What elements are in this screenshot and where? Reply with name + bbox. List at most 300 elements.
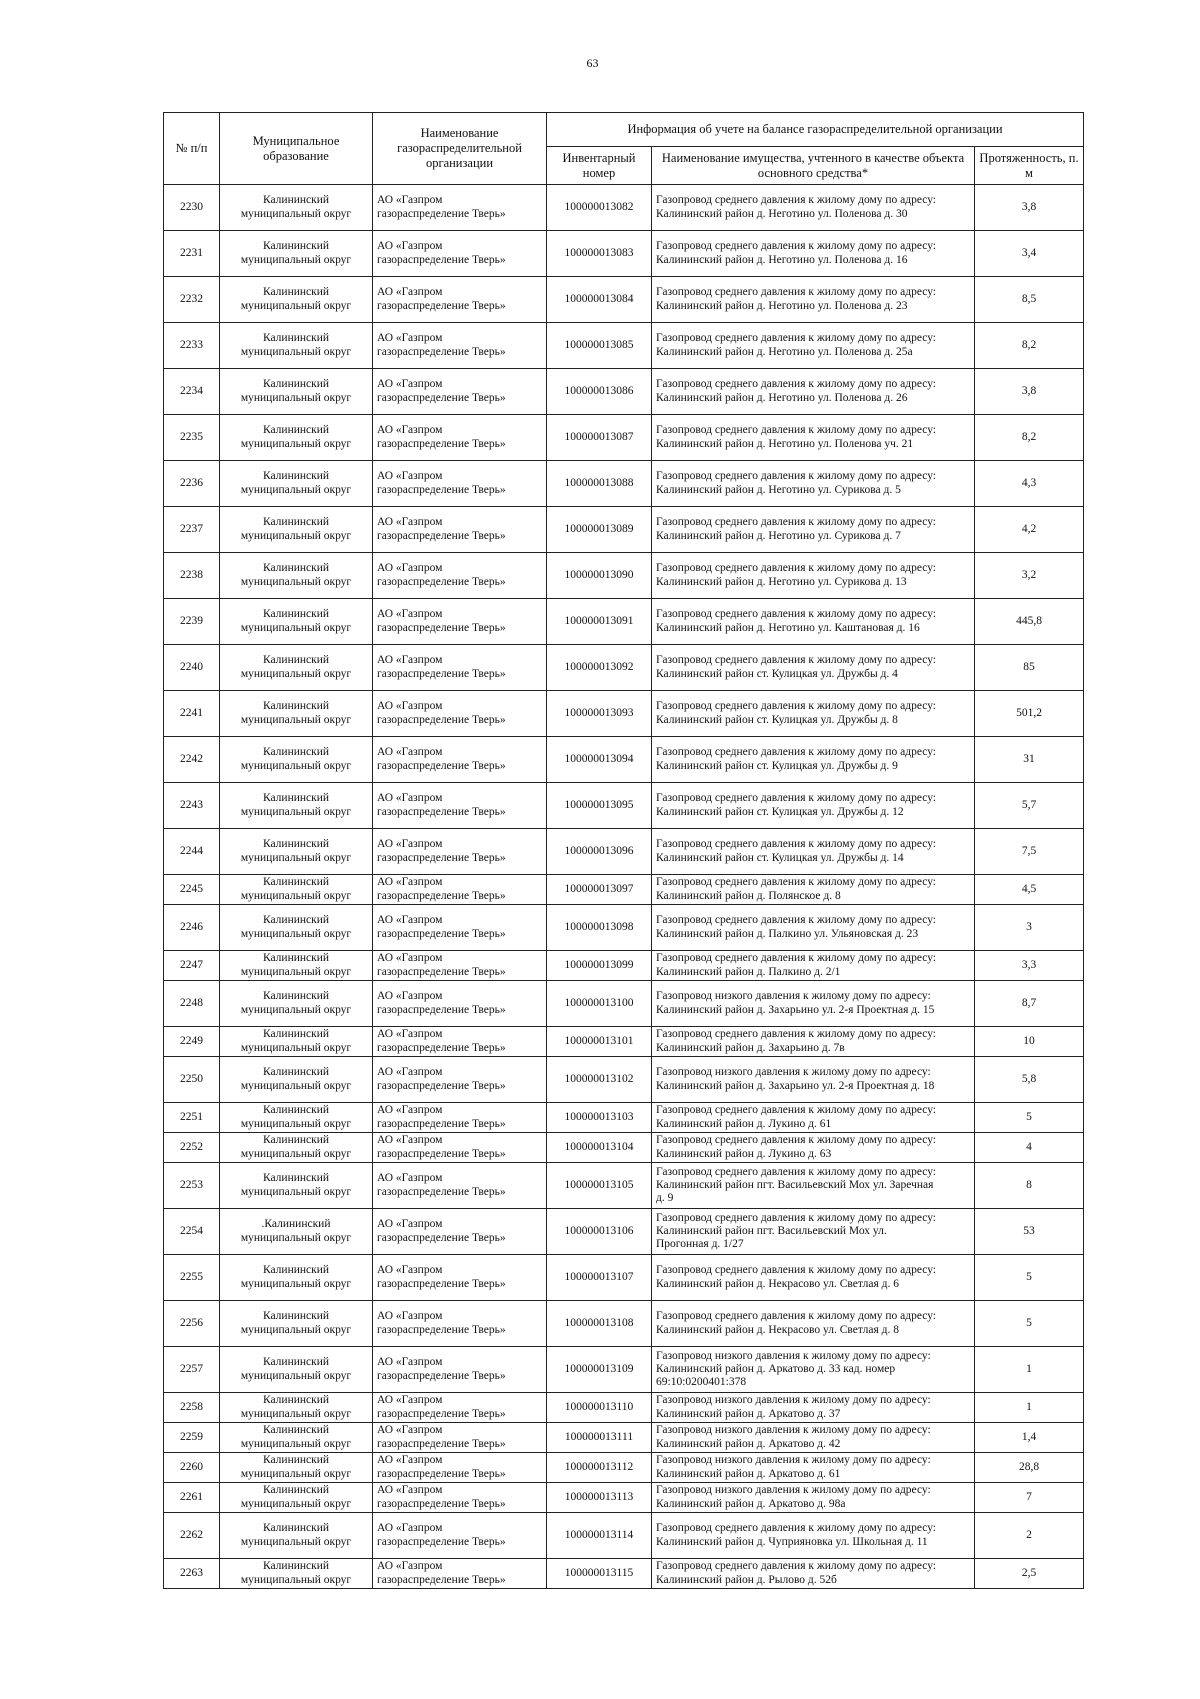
asset-description-cell: [652, 599, 975, 645]
table-row: [164, 461, 1084, 507]
municipality-cell: [220, 981, 373, 1027]
municipality-cell: [220, 1513, 373, 1559]
inventory-number-cell: [547, 1423, 652, 1453]
asset-description-line: Калининский район д. Аркатово д. 33 кад. номер: [656, 1362, 896, 1375]
length-value: 5,8: [1021, 1072, 1037, 1085]
inventory-number: 100000013084: [564, 292, 634, 305]
inventory-number-cell: [547, 783, 652, 829]
row-number: 2258: [180, 1400, 203, 1413]
table-row: [164, 1057, 1084, 1103]
row-number: 2248: [180, 996, 203, 1009]
organization-line: АО «Газпром: [377, 194, 443, 207]
row-number: 2259: [180, 1430, 203, 1443]
inventory-number-cell: [547, 1393, 652, 1423]
header-municipality: Муниципальное образование: [220, 113, 373, 185]
inventory-number: 100000013091: [564, 614, 634, 627]
length-cell: [975, 1103, 1084, 1133]
municipality-cell: [220, 553, 373, 599]
asset-description-cell: [652, 185, 975, 231]
length-value: 2: [1026, 1528, 1032, 1541]
table-row: [164, 323, 1084, 369]
row-number-cell: [164, 1559, 220, 1589]
organization-line: АО «Газпром: [377, 286, 443, 299]
organization-line: газораспределение Тверь»: [377, 805, 506, 818]
table-row: [164, 1163, 1084, 1209]
row-number: 2261: [180, 1490, 203, 1503]
organization-line: газораспределение Тверь»: [377, 1497, 506, 1510]
length-value: 3,8: [1021, 200, 1037, 213]
organization-line: газораспределение Тверь»: [377, 1467, 506, 1480]
row-number: 2262: [180, 1528, 203, 1541]
length-value: 28,8: [1018, 1460, 1040, 1473]
municipality-line: муниципальный округ: [240, 299, 352, 312]
length-cell: [975, 875, 1084, 905]
inventory-number: 100000013110: [564, 1400, 634, 1413]
municipality-cell: [220, 1163, 373, 1209]
organization-cell: [373, 1163, 547, 1209]
asset-description-line: Калининский район д. Неготино ул. Сурикова д. 13: [656, 575, 907, 588]
inventory-number: 100000013106: [564, 1224, 634, 1237]
length-cell: [975, 231, 1084, 277]
asset-description-line: Газопровод среднего давления к жилому дому по адресу:: [656, 1028, 937, 1041]
inventory-number: 100000013083: [564, 246, 634, 259]
municipality-cell: [220, 1255, 373, 1301]
asset-description-line: Газопровод среднего давления к жилому дому по адресу:: [656, 240, 937, 253]
asset-description-cell: [652, 415, 975, 461]
municipality-line: муниципальный округ: [240, 575, 352, 588]
organization-line: газораспределение Тверь»: [377, 759, 506, 772]
asset-description-line: Калининский район д. Захарьино д. 7в: [656, 1041, 845, 1054]
municipality-line: Калининский: [262, 1424, 330, 1437]
asset-description-line: Газопровод низкого давления к жилому дому по адресу:: [656, 1066, 931, 1079]
organization-cell: [373, 783, 547, 829]
header-inventory-number: Инвентарный номер: [547, 147, 652, 185]
municipality-cell: [220, 905, 373, 951]
asset-description-line: Калининский район д. Неготино ул. Сурикова д. 5: [656, 483, 901, 496]
organization-line: газораспределение Тверь»: [377, 965, 506, 978]
inventory-number-cell: [547, 277, 652, 323]
organization-line: газораспределение Тверь»: [377, 667, 506, 680]
asset-description-line: Калининский район д. Аркатово д. 98а: [656, 1497, 846, 1510]
length-value: 8,5: [1021, 292, 1037, 305]
row-number-cell: [164, 1255, 220, 1301]
organization-line: АО «Газпром: [377, 792, 443, 805]
organization-cell: [373, 1423, 547, 1453]
municipality-line: Калининский: [262, 1104, 330, 1117]
organization-line: АО «Газпром: [377, 608, 443, 621]
municipality-line: муниципальный округ: [240, 1497, 352, 1510]
row-number: 2260: [180, 1460, 203, 1473]
municipality-cell: [220, 369, 373, 415]
length-cell: [975, 185, 1084, 231]
length-cell: [975, 1027, 1084, 1057]
inventory-number-cell: [547, 599, 652, 645]
asset-description-line: Калининский район д. Некрасово ул. Светлая д. 8: [656, 1323, 899, 1336]
municipality-line: Калининский: [262, 952, 330, 965]
length-cell: [975, 599, 1084, 645]
table-row: [164, 277, 1084, 323]
inventory-number-cell: [547, 1347, 652, 1393]
organization-line: газораспределение Тверь»: [377, 1003, 506, 1016]
municipality-cell: [220, 1483, 373, 1513]
asset-description-line: Прогонная д. 1/27: [656, 1238, 744, 1251]
asset-description-line: Газопровод среднего давления к жилому дому по адресу:: [656, 1264, 937, 1277]
asset-description-line: Калининский район пгт. Васильевский Мох ул.: [656, 1224, 887, 1237]
asset-description-line: Газопровод среднего давления к жилому дому по адресу:: [656, 1560, 937, 1573]
municipality-line: муниципальный округ: [240, 927, 352, 940]
length-value: 5: [1026, 1316, 1032, 1329]
asset-description-cell: [652, 783, 975, 829]
municipality-line: муниципальный округ: [240, 437, 352, 450]
length-value: 2,5: [1021, 1566, 1037, 1579]
organization-line: АО «Газпром: [377, 1310, 443, 1323]
inventory-number-cell: [547, 1559, 652, 1589]
organization-line: газораспределение Тверь»: [377, 1535, 506, 1548]
municipality-line: Калининский: [262, 990, 330, 1003]
header-asset-name: Наименование имущества, учтенного в качестве объекта основного средства*: [652, 147, 975, 185]
asset-description-cell: [652, 1559, 975, 1589]
inventory-number-cell: [547, 1301, 652, 1347]
length-value: 3: [1026, 920, 1032, 933]
inventory-number-cell: [547, 829, 652, 875]
municipality-line: муниципальный округ: [240, 851, 352, 864]
organization-cell: [373, 1483, 547, 1513]
asset-description-cell: [652, 1513, 975, 1559]
asset-description-cell: [652, 905, 975, 951]
row-number-cell: [164, 1209, 220, 1255]
asset-description-line: Газопровод среднего давления к жилому дому по адресу:: [656, 194, 937, 207]
length-cell: [975, 1483, 1084, 1513]
organization-cell: [373, 981, 547, 1027]
municipality-line: муниципальный округ: [240, 1323, 352, 1336]
inventory-number-cell: [547, 1163, 652, 1209]
organization-line: газораспределение Тверь»: [377, 1407, 506, 1420]
inventory-number: 100000013088: [564, 476, 634, 489]
municipality-line: Калининский: [262, 332, 330, 345]
municipality-line: муниципальный округ: [240, 391, 352, 404]
table-row: [164, 1423, 1084, 1453]
table-row: [164, 905, 1084, 951]
organization-cell: [373, 553, 547, 599]
length-value: 3,2: [1021, 568, 1037, 581]
municipality-line: муниципальный округ: [240, 529, 352, 542]
asset-description-line: Газопровод среднего давления к жилому дому по адресу:: [656, 914, 937, 927]
asset-description-line: Газопровод среднего давления к жилому дому по адресу:: [656, 746, 937, 759]
inventory-number: 100000013102: [564, 1072, 634, 1085]
asset-description-line: Калининский район ст. Кулицкая ул. Дружбы д. 14: [656, 851, 904, 864]
organization-line: АО «Газпром: [377, 1172, 443, 1185]
length-cell: [975, 507, 1084, 553]
row-number: 2238: [180, 568, 203, 581]
table-row: [164, 981, 1084, 1027]
asset-description-cell: [652, 1133, 975, 1163]
municipality-cell: [220, 415, 373, 461]
asset-description-line: Калининский район д. Чуприяновка ул. Школьная д. 11: [656, 1535, 928, 1548]
organization-line: АО «Газпром: [377, 952, 443, 965]
table-row: [164, 1103, 1084, 1133]
table-row: [164, 829, 1084, 875]
organization-cell: [373, 905, 547, 951]
asset-description-line: Газопровод среднего давления к жилому дому по адресу:: [656, 286, 937, 299]
municipality-line: Калининский: [262, 1454, 330, 1467]
inventory-number-cell: [547, 415, 652, 461]
organization-line: газораспределение Тверь»: [377, 1041, 506, 1054]
organization-line: газораспределение Тверь»: [377, 529, 506, 542]
organization-cell: [373, 875, 547, 905]
inventory-number: 100000013093: [564, 706, 634, 719]
inventory-number-cell: [547, 1209, 652, 1255]
asset-description-cell: [652, 369, 975, 415]
municipality-line: муниципальный округ: [240, 345, 352, 358]
asset-description-line: Газопровод низкого давления к жилому дому по адресу:: [656, 1394, 931, 1407]
row-number-cell: [164, 1027, 220, 1057]
length-cell: [975, 277, 1084, 323]
organization-line: газораспределение Тверь»: [377, 1573, 506, 1586]
municipality-line: Калининский: [262, 1560, 330, 1573]
asset-description-line: Калининский район ст. Кулицкая ул. Дружбы д. 12: [656, 805, 904, 818]
inventory-number-cell: [547, 691, 652, 737]
municipality-line: Калининский: [262, 1134, 330, 1147]
municipality-line: Калининский: [262, 240, 330, 253]
municipality-line: Калининский: [262, 1394, 330, 1407]
length-cell: [975, 1057, 1084, 1103]
row-number: 2242: [180, 752, 203, 765]
asset-description-line: Газопровод низкого давления к жилому дому по адресу:: [656, 1484, 931, 1497]
organization-line: АО «Газпром: [377, 378, 443, 391]
organization-line: газораспределение Тверь»: [377, 1323, 506, 1336]
municipality-line: муниципальный округ: [240, 1277, 352, 1290]
municipality-line: муниципальный округ: [240, 1117, 352, 1130]
municipality-line: Калининский: [262, 792, 330, 805]
organization-line: газораспределение Тверь»: [377, 1117, 506, 1130]
gas-pipeline-registry-table: [163, 112, 1084, 1589]
asset-description-line: Газопровод низкого давления к жилому дому по адресу:: [656, 1424, 931, 1437]
municipality-line: Калининский: [262, 654, 330, 667]
length-cell: [975, 737, 1084, 783]
row-number: 2252: [180, 1140, 203, 1153]
asset-description-line: Калининский район д. Палкино ул. Ульяновская д. 23: [656, 927, 919, 940]
asset-description-line: Калининский район д. Аркатово д. 61: [656, 1467, 841, 1480]
organization-line: АО «Газпром: [377, 654, 443, 667]
table-row: [164, 1255, 1084, 1301]
municipality-line: муниципальный округ: [240, 1467, 352, 1480]
asset-description-line: Газопровод низкого давления к жилому дому по адресу:: [656, 1349, 931, 1362]
asset-description-line: Газопровод среднего давления к жилому дому по адресу:: [656, 470, 937, 483]
municipality-line: Калининский: [262, 194, 330, 207]
length-cell: [975, 905, 1084, 951]
row-number-cell: [164, 461, 220, 507]
municipality-cell: [220, 875, 373, 905]
asset-description-line: Калининский район д. Неготино ул. Поленова д. 26: [656, 391, 908, 404]
municipality-line: Калининский: [262, 1356, 330, 1369]
table-row: [164, 1453, 1084, 1483]
table-body: [164, 185, 1084, 1589]
organization-line: газораспределение Тверь»: [377, 253, 506, 266]
organization-cell: [373, 599, 547, 645]
table-row: [164, 1513, 1084, 1559]
municipality-cell: [220, 951, 373, 981]
inventory-number: 100000013095: [564, 798, 634, 811]
inventory-number: 100000013108: [564, 1316, 634, 1329]
asset-description-line: Калининский район пгт. Васильевский Мох ул. Заречная: [656, 1178, 934, 1191]
length-cell: [975, 553, 1084, 599]
length-cell: [975, 1559, 1084, 1589]
municipality-cell: [220, 737, 373, 783]
asset-description-line: Газопровод среднего давления к жилому дому по адресу:: [656, 1310, 937, 1323]
asset-description-line: Калининский район д. Неготино ул. Поленова д. 30: [656, 207, 908, 220]
municipality-line: муниципальный округ: [240, 1437, 352, 1450]
asset-description-cell: [652, 1027, 975, 1057]
length-value: 4,5: [1021, 882, 1037, 895]
inventory-number: 100000013109: [564, 1362, 634, 1375]
organization-cell: [373, 1209, 547, 1255]
municipality-line: муниципальный округ: [240, 207, 352, 220]
asset-description-cell: [652, 691, 975, 737]
asset-description-line: Калининский район д. Рылово д. 52б: [656, 1573, 837, 1586]
organization-line: АО «Газпром: [377, 516, 443, 529]
organization-line: газораспределение Тверь»: [377, 1147, 506, 1160]
row-number-cell: [164, 691, 220, 737]
municipality-line: Калининский: [262, 516, 330, 529]
asset-description-cell: [652, 553, 975, 599]
organization-line: газораспределение Тверь»: [377, 889, 506, 902]
inventory-number: 100000013105: [564, 1178, 634, 1191]
length-cell: [975, 1347, 1084, 1393]
municipality-line: муниципальный округ: [240, 1147, 352, 1160]
asset-description-cell: [652, 1423, 975, 1453]
municipality-line: муниципальный округ: [240, 1079, 352, 1092]
asset-description-line: Калининский район д. Неготино ул. Поленова уч. 21: [656, 437, 914, 450]
row-number-cell: [164, 369, 220, 415]
asset-description-cell: [652, 461, 975, 507]
inventory-number-cell: [547, 461, 652, 507]
organization-line: газораспределение Тверь»: [377, 1437, 506, 1450]
asset-description-line: Газопровод среднего давления к жилому дому по адресу:: [656, 378, 937, 391]
asset-description-line: Калининский район д. Аркатово д. 37: [656, 1407, 841, 1420]
length-value: 31: [1023, 752, 1035, 765]
row-number: 2244: [180, 844, 203, 857]
row-number: 2240: [180, 660, 203, 673]
organization-line: АО «Газпром: [377, 1028, 443, 1041]
municipality-line: Калининский: [262, 838, 330, 851]
inventory-number: 100000013115: [564, 1566, 634, 1579]
asset-description-line: Газопровод среднего давления к жилому дому по адресу:: [656, 952, 937, 965]
asset-description-cell: [652, 981, 975, 1027]
length-value: 3,4: [1021, 246, 1037, 259]
organization-line: АО «Газпром: [377, 1218, 443, 1231]
inventory-number: 100000013090: [564, 568, 634, 581]
municipality-line: Калининский: [262, 1310, 330, 1323]
row-number: 2235: [180, 430, 203, 443]
table-row: [164, 599, 1084, 645]
municipality-cell: [220, 323, 373, 369]
inventory-number: 100000013098: [564, 920, 634, 933]
inventory-number: 100000013085: [564, 338, 634, 351]
organization-line: газораспределение Тверь»: [377, 299, 506, 312]
municipality-line: Калининский: [262, 1264, 330, 1277]
header-balance-info: Информация об учете на балансе газораспределительной организации: [547, 113, 1084, 147]
row-number: 2230: [180, 200, 203, 213]
inventory-number-cell: [547, 323, 652, 369]
inventory-number: 100000013099: [564, 958, 634, 971]
length-cell: [975, 461, 1084, 507]
asset-description-line: Калининский район д. Неготино ул. Поленова д. 23: [656, 299, 908, 312]
row-number: 2256: [180, 1316, 203, 1329]
asset-description-line: Газопровод среднего давления к жилому дому по адресу:: [656, 1522, 937, 1535]
asset-description-cell: [652, 231, 975, 277]
organization-cell: [373, 645, 547, 691]
asset-description-cell: [652, 1163, 975, 1209]
row-number-cell: [164, 277, 220, 323]
municipality-cell: [220, 1453, 373, 1483]
asset-description-line: Газопровод среднего давления к жилому дому по адресу:: [656, 516, 937, 529]
municipality-cell: [220, 1103, 373, 1133]
row-number: 2234: [180, 384, 203, 397]
length-cell: [975, 1163, 1084, 1209]
asset-description-line: Газопровод низкого давления к жилому дому по адресу:: [656, 990, 931, 1003]
length-value: 8,2: [1021, 338, 1037, 351]
length-cell: [975, 1133, 1084, 1163]
inventory-number: 100000013097: [564, 882, 634, 895]
asset-description-line: Калининский район ст. Кулицкая ул. Дружбы д. 9: [656, 759, 898, 772]
asset-description-cell: [652, 737, 975, 783]
municipality-line: Калининский: [262, 1522, 330, 1535]
asset-description-cell: [652, 1393, 975, 1423]
row-number-cell: [164, 737, 220, 783]
organization-cell: [373, 1301, 547, 1347]
length-value: 501,2: [1016, 706, 1042, 719]
row-number: 2232: [180, 292, 203, 305]
length-value: 5: [1026, 1110, 1032, 1123]
length-cell: [975, 1209, 1084, 1255]
organization-line: АО «Газпром: [377, 562, 443, 575]
organization-line: газораспределение Тверь»: [377, 1231, 506, 1244]
row-number-cell: [164, 905, 220, 951]
table-row: [164, 553, 1084, 599]
organization-line: АО «Газпром: [377, 990, 443, 1003]
length-value: 53: [1023, 1224, 1035, 1237]
table-row: [164, 783, 1084, 829]
inventory-number-cell: [547, 1483, 652, 1513]
inventory-number-cell: [547, 951, 652, 981]
length-cell: [975, 1301, 1084, 1347]
municipality-cell: [220, 507, 373, 553]
length-value: 10: [1023, 1034, 1035, 1047]
asset-description-line: 69:10:0200401:378: [656, 1376, 747, 1389]
municipality-cell: [220, 1559, 373, 1589]
table-row: [164, 231, 1084, 277]
row-number-cell: [164, 1347, 220, 1393]
asset-description-line: Калининский район д. Полянское д. 8: [656, 889, 841, 902]
table-row: [164, 1133, 1084, 1163]
inventory-number-cell: [547, 1027, 652, 1057]
header-length: Протяженность, п. м: [975, 147, 1084, 185]
asset-description-line: Газопровод среднего давления к жилому дому по адресу:: [656, 792, 937, 805]
asset-description-cell: [652, 1347, 975, 1393]
length-cell: [975, 951, 1084, 981]
municipality-line: муниципальный округ: [240, 1003, 352, 1016]
asset-description-cell: [652, 1301, 975, 1347]
asset-description-line: Калининский район д. Аркатово д. 42: [656, 1437, 841, 1450]
municipality-line: Калининский: [262, 746, 330, 759]
asset-description-cell: [652, 1255, 975, 1301]
asset-description-line: Газопровод среднего давления к жилому дому по адресу:: [656, 1165, 937, 1178]
municipality-line: муниципальный округ: [240, 1535, 352, 1548]
municipality-cell: [220, 1209, 373, 1255]
length-value: 7,5: [1021, 844, 1037, 857]
organization-cell: [373, 829, 547, 875]
row-number: 2245: [180, 882, 203, 895]
